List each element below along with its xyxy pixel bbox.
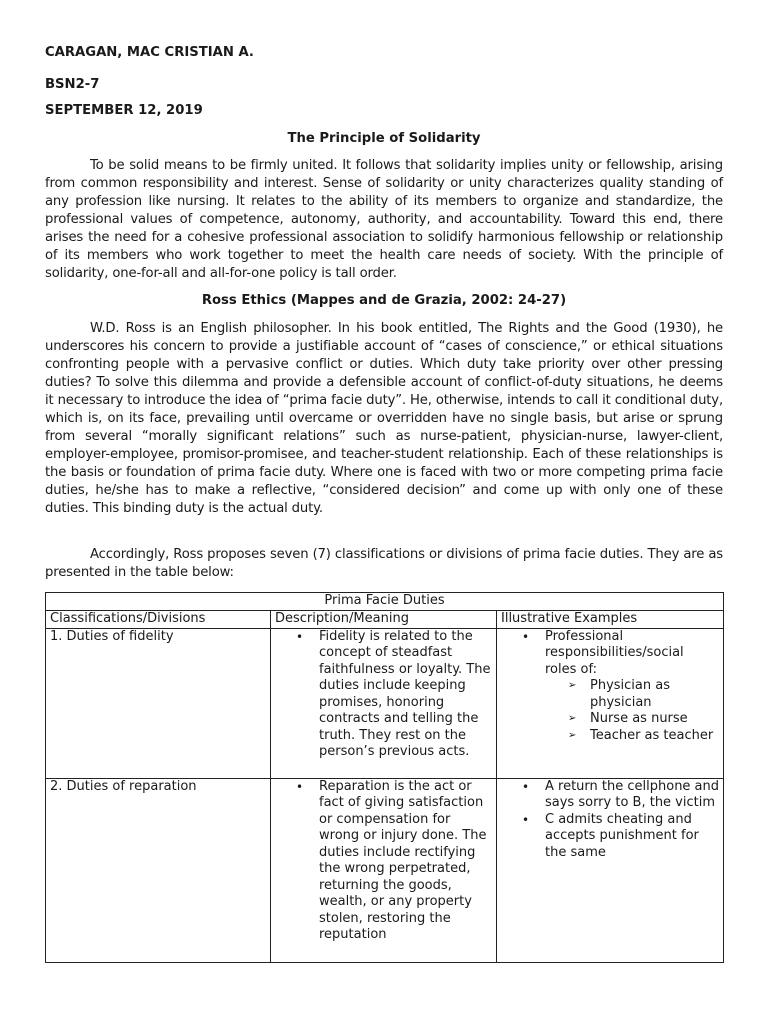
sub-example-item: ➢ Nurse as nurse (590, 711, 719, 728)
description-bullet: • Reparation is the act or fact of giving satisfaction or compensation for wrong or injury done. The duties include rectifying the wrong perpetrated, returning the goods, wealth, or any property stolen, restoring the reputation (319, 779, 492, 944)
column-header: Classifications/Divisions (46, 611, 271, 629)
document-date: SEPTEMBER 12, 2019 (45, 103, 203, 118)
table-caption: Prima Facie Duties (46, 593, 724, 611)
ross-paragraph: W.D. Ross is an English philosopher. In his book entitled, The Rights and the Good (1930), he underscores his concern to provide a justifiable account of “cases of conscience,” or ethical situations confronting people with a pervasive conflict or duties. Which duty take priority over other pressing duties? To solve this dilemma and provide a defensible account of conflict-of-duty situations, he deems it necessary to introduce the idea of “prima facie duty”. He, otherwise, intends to call it conditional duty, which is, on its face, prevailing until overcame or overridden have no single basis, but arise or sprung from several “morally significant relations” such as nurse-patient, physician-nurse, lawyer-client, employer-employee, promisor-promisee, and teacher-student relationship. Each of these relationships is the basis or foundation of prima facie duty. Where one is faced with two or more competing prima facie duties, he/she has to make a reflective, “considered decision” and come up with only one of these duties. This binding duty is the actual duty. (45, 321, 723, 516)
description-cell (271, 628, 497, 778)
description-cell (271, 778, 497, 962)
classification-intro-paragraph: Accordingly, Ross proposes seven (7) classifications or divisions of prima facie duties. They are as presented in the table below: (45, 547, 723, 580)
table-header-row (46, 611, 724, 629)
example-bullet (545, 629, 719, 745)
solidarity-paragraph: To be solid means to be firmly united. It follows that solidarity implies unity or fellowship, arising from common responsibility and interest. Sense of solidarity or unity characterizes quality standing of any profession like nursing. It relates to the ability of its members to organize and standardize, the professional values of competence, autonomy, authority, and accountability. Toward this end, there arises the need for a cohesive professional association to solidify harmonious fellowship or relationship of its members who work together to meet the health care needs of society. With the principle of solidarity, one-for-all and all-for-one policy is tall order. (45, 158, 723, 281)
example-cell (497, 628, 724, 778)
prima-facie-duties-table (45, 592, 724, 963)
ross-ethics-title: Ross Ethics (Mappes and de Grazia, 2002: 24-27) (201, 293, 567, 308)
table-row (46, 628, 724, 778)
example-cell (497, 778, 724, 962)
solidarity-title: The Principle of Solidarity (287, 131, 481, 146)
example-bullet: • A return the cellphone and says sorry to B, the victim (545, 779, 719, 812)
table-row (46, 778, 724, 962)
column-header: Description/Meaning (271, 611, 497, 629)
example-bullet: • C admits cheating and accepts punishment for the same (545, 812, 719, 862)
classification-cell: 2. Duties of reparation (46, 778, 271, 962)
description-bullet: • Fidelity is related to the concept of steadfast faithfulness or loyalty. The duties include keeping promises, honoring contracts and telling the truth. They rest on the person’s previous acts. (319, 629, 492, 761)
column-header: Illustrative Examples (497, 611, 724, 629)
example-text: Professional responsibilities/social roles of: (545, 628, 684, 677)
sub-example-item: ➢ Physician as physician (590, 678, 719, 711)
student-section: BSN2-7 (45, 77, 100, 92)
sub-example-item: ➢ Teacher as teacher (590, 728, 719, 745)
classification-cell: 1. Duties of fidelity (46, 628, 271, 778)
student-name: CARAGAN, MAC CRISTIAN A. (45, 45, 254, 60)
